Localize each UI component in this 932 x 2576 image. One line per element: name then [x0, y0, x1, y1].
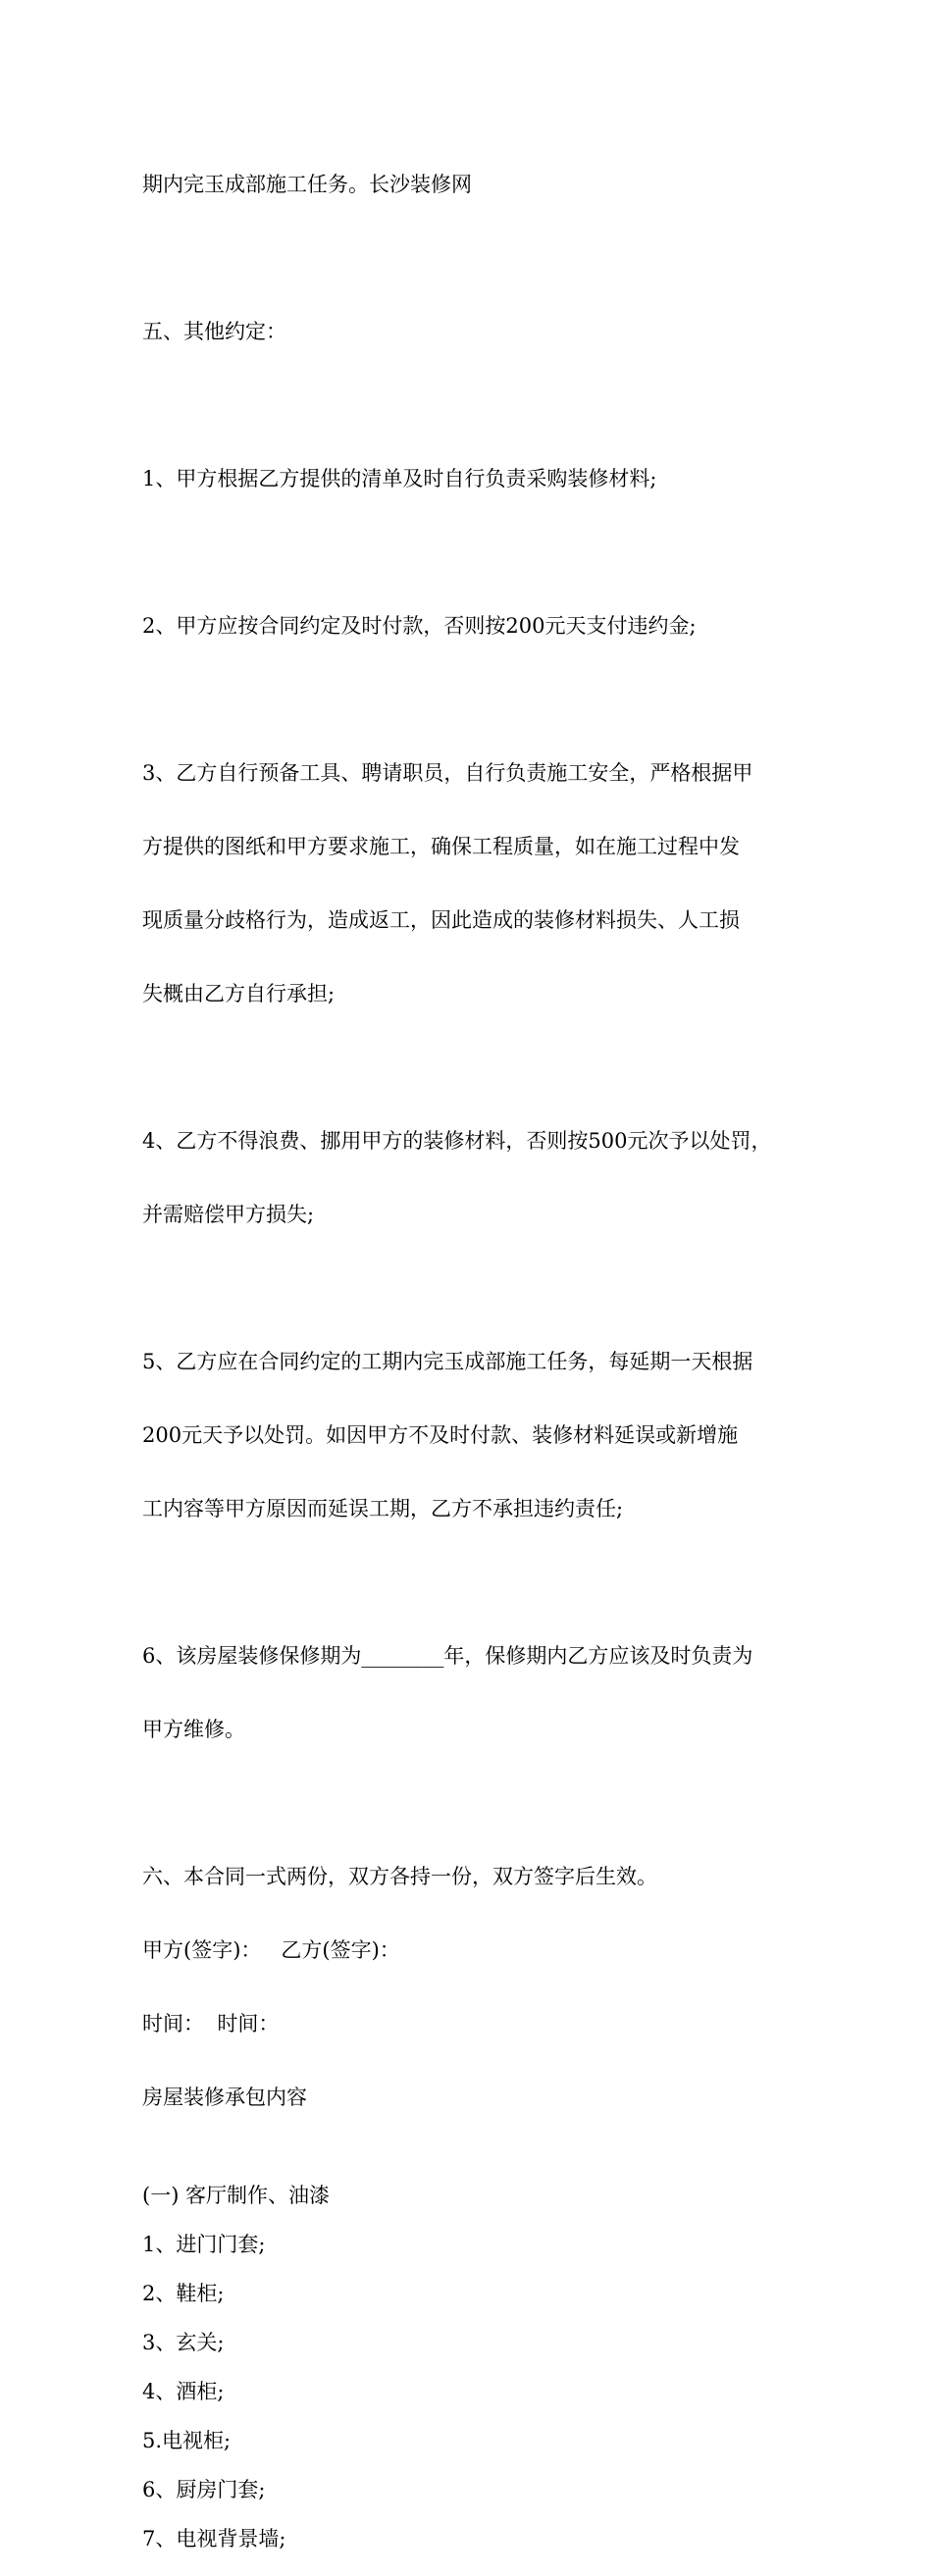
heading-other-terms [142, 271, 800, 393]
date-lines: 时间： 时间： [142, 2012, 280, 2035]
text-line: 6、该房屋装修保修期为________年，保修期内乙方应该及时负责为 [142, 1644, 753, 1668]
list-item: 5.电视柜; [142, 2429, 232, 2452]
list-item: 1、进门门套; [142, 2233, 266, 2256]
text-line: 5、乙方应在合同约定的工期内完玉成部施工任务，每延期一天根据 [142, 1350, 753, 1373]
list-item: 2、鞋柜; [142, 2282, 225, 2305]
section-heading: (一) 客厅制作、油漆 [142, 2184, 331, 2207]
clause-2 [142, 565, 800, 688]
text-line: 2、甲方应按合同约定及时付款，否则按200元天支付违约金; [142, 614, 697, 638]
text-line: 方提供的图纸和甲方要求施工，确保工程质量，如在施工过程中发 [142, 835, 740, 858]
text-line: 失概由乙方自行承担; [142, 982, 336, 1005]
text-line: 200元天予以处罚。如因甲方不及时付款、装修材料延误或新增施 [142, 1423, 739, 1447]
list-item: 3、玄关; [142, 2331, 225, 2354]
text-line: 3、乙方自行预备工具、聘请职员，自行负责施工安全，严格根据甲 [142, 761, 753, 785]
text-line: 甲方维修。 [142, 1718, 245, 1741]
effective-clause: 六、本合同一式两份，双方各持一份，双方签字后生效。 [142, 1865, 657, 1888]
clause-3 [142, 712, 800, 1056]
clause-5 [142, 1301, 800, 1571]
text-line: 五、其他约定： [142, 320, 286, 343]
signature-block [142, 1816, 800, 2159]
clause-4 [142, 1080, 800, 1276]
list-item: 6、厨房门套; [142, 2478, 266, 2501]
text-line: 1、甲方根据乙方提供的清单及时自行负责采购装修材料; [142, 467, 657, 490]
text-line: 期内完玉成部施工任务。长沙装修网 [142, 173, 472, 196]
contract-content-title: 房屋装修承包内容 [142, 2086, 307, 2109]
paragraph-continuation [142, 124, 800, 246]
text-line: 现质量分歧格行为，造成返工，因此造成的装修材料损失、人工损 [142, 908, 740, 932]
list-item: 4、酒柜; [142, 2380, 225, 2403]
text-line: 并需赔偿甲方损失; [142, 1203, 315, 1226]
document-page [142, 124, 800, 2576]
signature-lines: 甲方(签字)： 乙方(签字)： [142, 1938, 400, 1962]
text-line: 4、乙方不得浪费、挪用甲方的装修材料，否则按500元次予以处罚， [142, 1129, 772, 1153]
text-line: 工内容等甲方原因而延误工期，乙方不承担违约责任; [142, 1497, 624, 1520]
clause-6 [142, 1595, 800, 1791]
list-item: 7、电视背景墙; [142, 2527, 286, 2550]
clause-1 [142, 418, 800, 541]
